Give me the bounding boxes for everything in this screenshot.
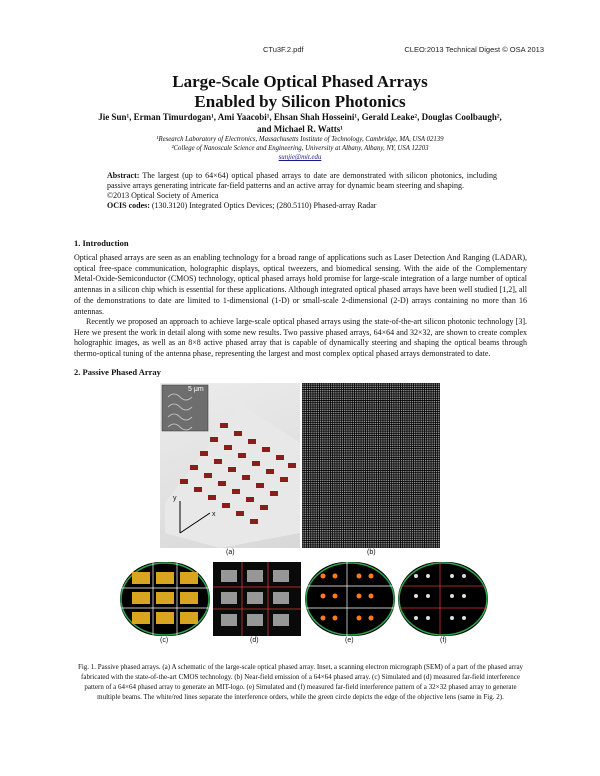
figure-label-c: (c) xyxy=(160,637,169,644)
authors-line-2: and Michael R. Watts¹ xyxy=(256,124,344,134)
figure-label-e: (e) xyxy=(345,637,354,644)
abstract-label: Abstract: xyxy=(107,171,140,180)
affiliations xyxy=(40,135,560,162)
figure-panel-e xyxy=(305,562,395,636)
figure-caption: Fig. 1. Passive phased arrays. (a) A schematic of the large-scale optical phased array. Inset, a scanning electron micrograph (SEM) of a part of the phased array fabricated with the state-of-the-art CMOS technology. (b) Near-field emission of a 64×64 phased array. (c) Simulated and (d) measured far-field interference pattern of a 64×64 phased array to generate an MIT-logo. (e) Simulated and (f) measured far-field interference pattern of a 32×32 phased array to generate multiple beams. The white/red lines separate the interference orders, while the green circle depicts the edge of the objective lens (same in Fig. 2). xyxy=(77,663,524,701)
title-line-1: Large-Scale Optical Phased Arrays xyxy=(172,72,428,91)
affiliation-1: ¹Research Laboratory of Electronics, Massachusetts Institute of Technology, Cambridge, MA, USA 02139 xyxy=(156,136,444,143)
multiple-beams-measured xyxy=(398,562,488,636)
paper-title xyxy=(0,72,600,112)
title-line-2: Enabled by Silicon Photonics xyxy=(194,92,406,111)
header-left: CTu3F.2.pdf xyxy=(263,45,304,54)
axis-y-label: y xyxy=(173,495,177,502)
header-right: CLEO:2013 Technical Digest © OSA 2013 xyxy=(404,45,544,54)
paragraph-1: Optical phased arrays are seen as an enabling technology for a broad range of applications such as Laser Detection And Ranging (LADAR), optical free-space communication, holographic displays, optical tweezers, and biomedical sensing. With the aide of the Complementary Metal-Oxide-Semiconductor (CMOS) technology, optical phased arrays hold promise for large-scale integration of a large number of optical antennas in a silicon chip which is essential for these applications. Although integrated optical phased arrays have been well studied [1,2], all of the demonstrations to date are limited to 1-dimensional (1-D) or small-scale 2-dimensional (2-D) arrays containing no more than 16 antennas. xyxy=(74,253,527,316)
ocis-label: OCIS codes: xyxy=(107,201,150,210)
author-list xyxy=(40,111,560,135)
figure-label-d: (d) xyxy=(250,637,259,644)
multiple-beams-simulation xyxy=(305,562,395,636)
authors-line-1: Jie Sun¹, Erman Timurdogan¹, Ami Yaacobi¹, Ehsan Shah Hosseini¹, Gerald Leake², Douglas Coolbaugh², xyxy=(98,112,502,122)
figure-panel-c xyxy=(120,562,210,636)
mit-logo-measured xyxy=(213,562,301,636)
mit-logo-simulation xyxy=(120,562,210,636)
figure-panel-d xyxy=(213,562,301,636)
figure-label-b: (b) xyxy=(367,549,376,556)
affiliation-2: ²College of Nanoscale Science and Engineering, University at Albany, Albany, NY, USA 12203 xyxy=(171,145,429,152)
figure-panel-f xyxy=(398,562,488,636)
figure-label-a: (a) xyxy=(226,549,235,556)
phased-array-schematic xyxy=(160,383,300,548)
inset-scale-bar: 5 μm xyxy=(188,386,204,393)
section-heading-introduction: 1. Introduction xyxy=(74,238,129,248)
abstract-text: The largest (up to 64×64) optical phased arrays to date are demonstrated with silicon photonics, including passive arrays generating intricate far-field patterns and an active array for dynamic beam steering and shaping. xyxy=(107,171,498,190)
figure-label-f: (f) xyxy=(440,637,447,644)
ocis-codes: (130.3120) Integrated Optics Devices; (280.5110) Phased-array Radar xyxy=(151,201,377,210)
abstract-block xyxy=(107,171,497,211)
paragraph-2: Recently we proposed an approach to achieve large-scale optical phased arrays using the state-of-the-art silicon photonic technology [3]. Here we present the work in detail along with some new results. Two passive phased arrays, 64×64 and 32×32, are shown to create complex holographic images, as well as an 8×8 active phased array that is capable of dynamically steering and shaping the optical beams through thermo-optical tuning of the antenna phase, representing the largest and most complex optical phased arrays demonstrated to date. xyxy=(74,317,527,359)
email-link[interactable]: sunjie@mit.edu xyxy=(278,154,322,161)
section-heading-passive-phased-array: 2. Passive Phased Array xyxy=(74,367,161,377)
copyright: ©2013 Optical Society of America xyxy=(107,191,219,200)
figure-panel-a xyxy=(160,383,300,548)
figure-panel-b xyxy=(302,383,440,548)
axis-x-label: x xyxy=(212,511,216,518)
